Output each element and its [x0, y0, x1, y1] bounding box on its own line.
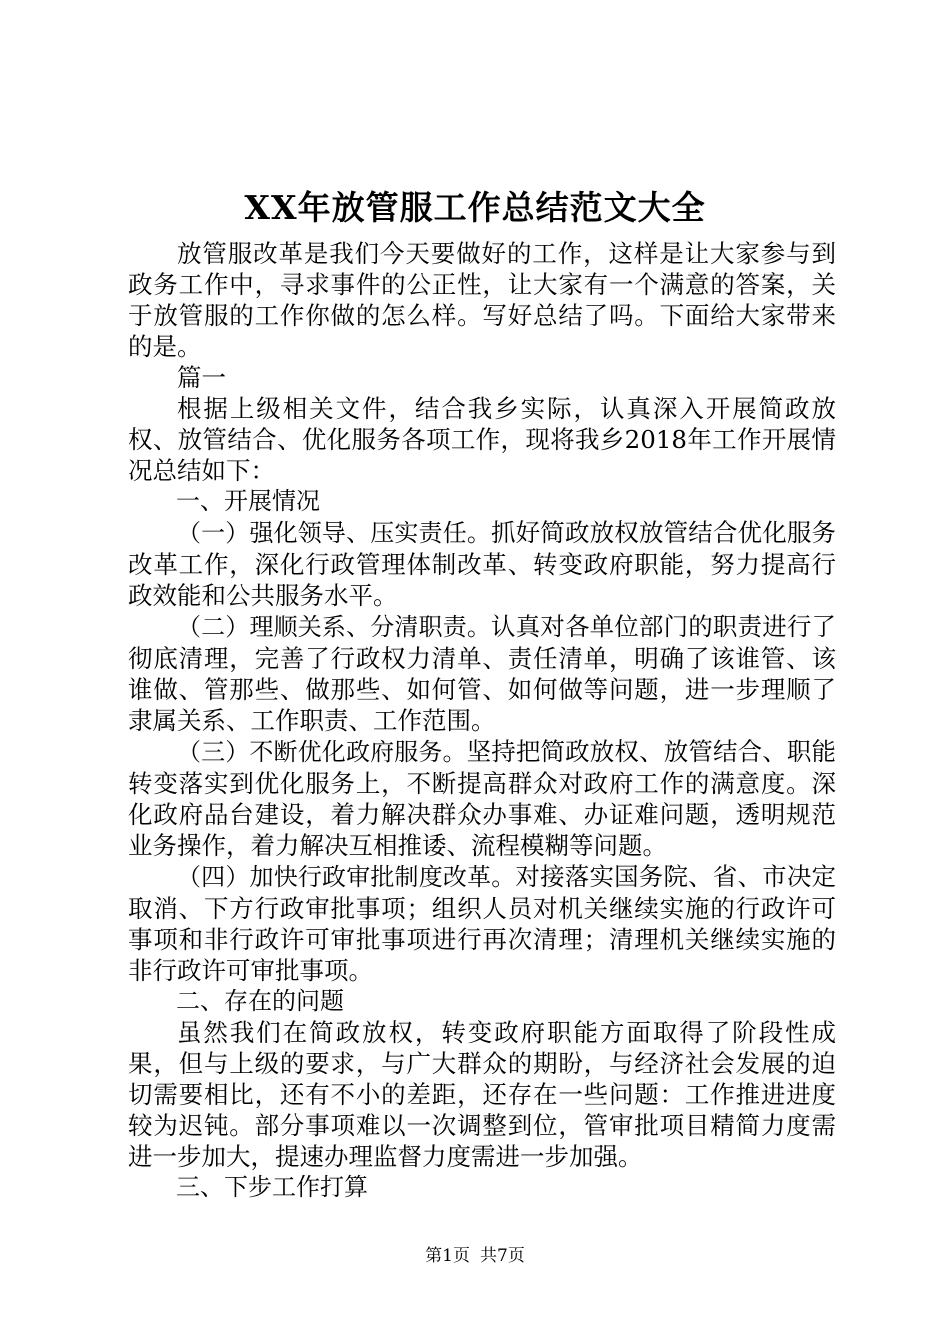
item-lead: （四）加快行政审批制度改革。 — [177, 863, 516, 891]
page-footer — [0, 1244, 950, 1268]
document-title: XX年放管服工作总结范文大全 — [244, 188, 706, 227]
section-heading-1: 一、开展情况 — [176, 487, 320, 515]
document-body — [128, 238, 836, 1203]
section1-item-3 — [128, 736, 836, 861]
section-heading-3: 三、下步工作打算 — [176, 1173, 368, 1201]
item-text: 坚持把简政放权、放管结合、职能转变落实到优化服务上，不断提高群众对政府工作的满意度。深化政府品台建设，着力解决群众办事难、办证难问题，透明规范业务操作，着力解决互相推诿、流程模糊等问题。 — [128, 737, 837, 860]
item-text: 认真对各单位部门的职责进行了彻底清理，完善了行政权力清单、责任清单，明确了该谁管、该谁做、管那些、做那些、如何管、如何做等问题，进一步理顺了隶属关系、工作职责、工作范围。 — [128, 612, 836, 735]
item-lead: （三）不断优化政府服务。 — [177, 738, 467, 766]
part-label: 篇一 — [177, 363, 226, 392]
opening-paragraph: 根据上级相关文件，结合我乡实际，认真深入开展简政放权、放管结合、优化服务各项工作，现将我乡2018年工作开展情况总结如下： — [128, 394, 836, 485]
section-heading-2: 二、存在的问题 — [176, 987, 344, 1015]
section1-item-4 — [128, 861, 836, 986]
item-text: 抓好简政放权放管结合优化服务改革工作，深化行政管理体制改革、转变政府职能，努力提高行政效能和公共服务水平。 — [128, 518, 836, 610]
item-lead: （一）强化领导、压实责任。 — [177, 519, 491, 547]
item-lead: （二）理顺关系、分清职责。 — [177, 613, 491, 641]
intro-paragraph: 放管服改革是我们今天要做好的工作，这样是让大家参与到政务工作中，寻求事件的公正性，让大家有一个满意的答案，关于放管服的工作你做的怎么样。写好总结了吗。下面给大家带来的是。 — [128, 239, 836, 361]
section1-item-1 — [128, 517, 836, 611]
page-total: 共7页 — [480, 1246, 525, 1266]
item-text: 对接落实国务院、省、市决定取消、下方行政审批事项；组织人员对机关继续实施的行政许可事项和非行政许可审批事项进行再次清理；清理机关继续实施的非行政许可审批事项。 — [128, 862, 836, 985]
page-number: 第1页 — [425, 1246, 470, 1266]
section1-item-2 — [128, 611, 836, 736]
section2-paragraph: 虽然我们在简政放权，转变政府职能方面取得了阶段性成果，但与上级的要求，与广大群众的期盼，与经济社会发展的迫切需要相比，还有不小的差距，还存在一些问题：工作推进进度较为迟钝。部分事项难以一次调整到位，管审批项目精简力度需进一步加大，提速办理监督力度需进一步加强。 — [128, 1018, 836, 1171]
